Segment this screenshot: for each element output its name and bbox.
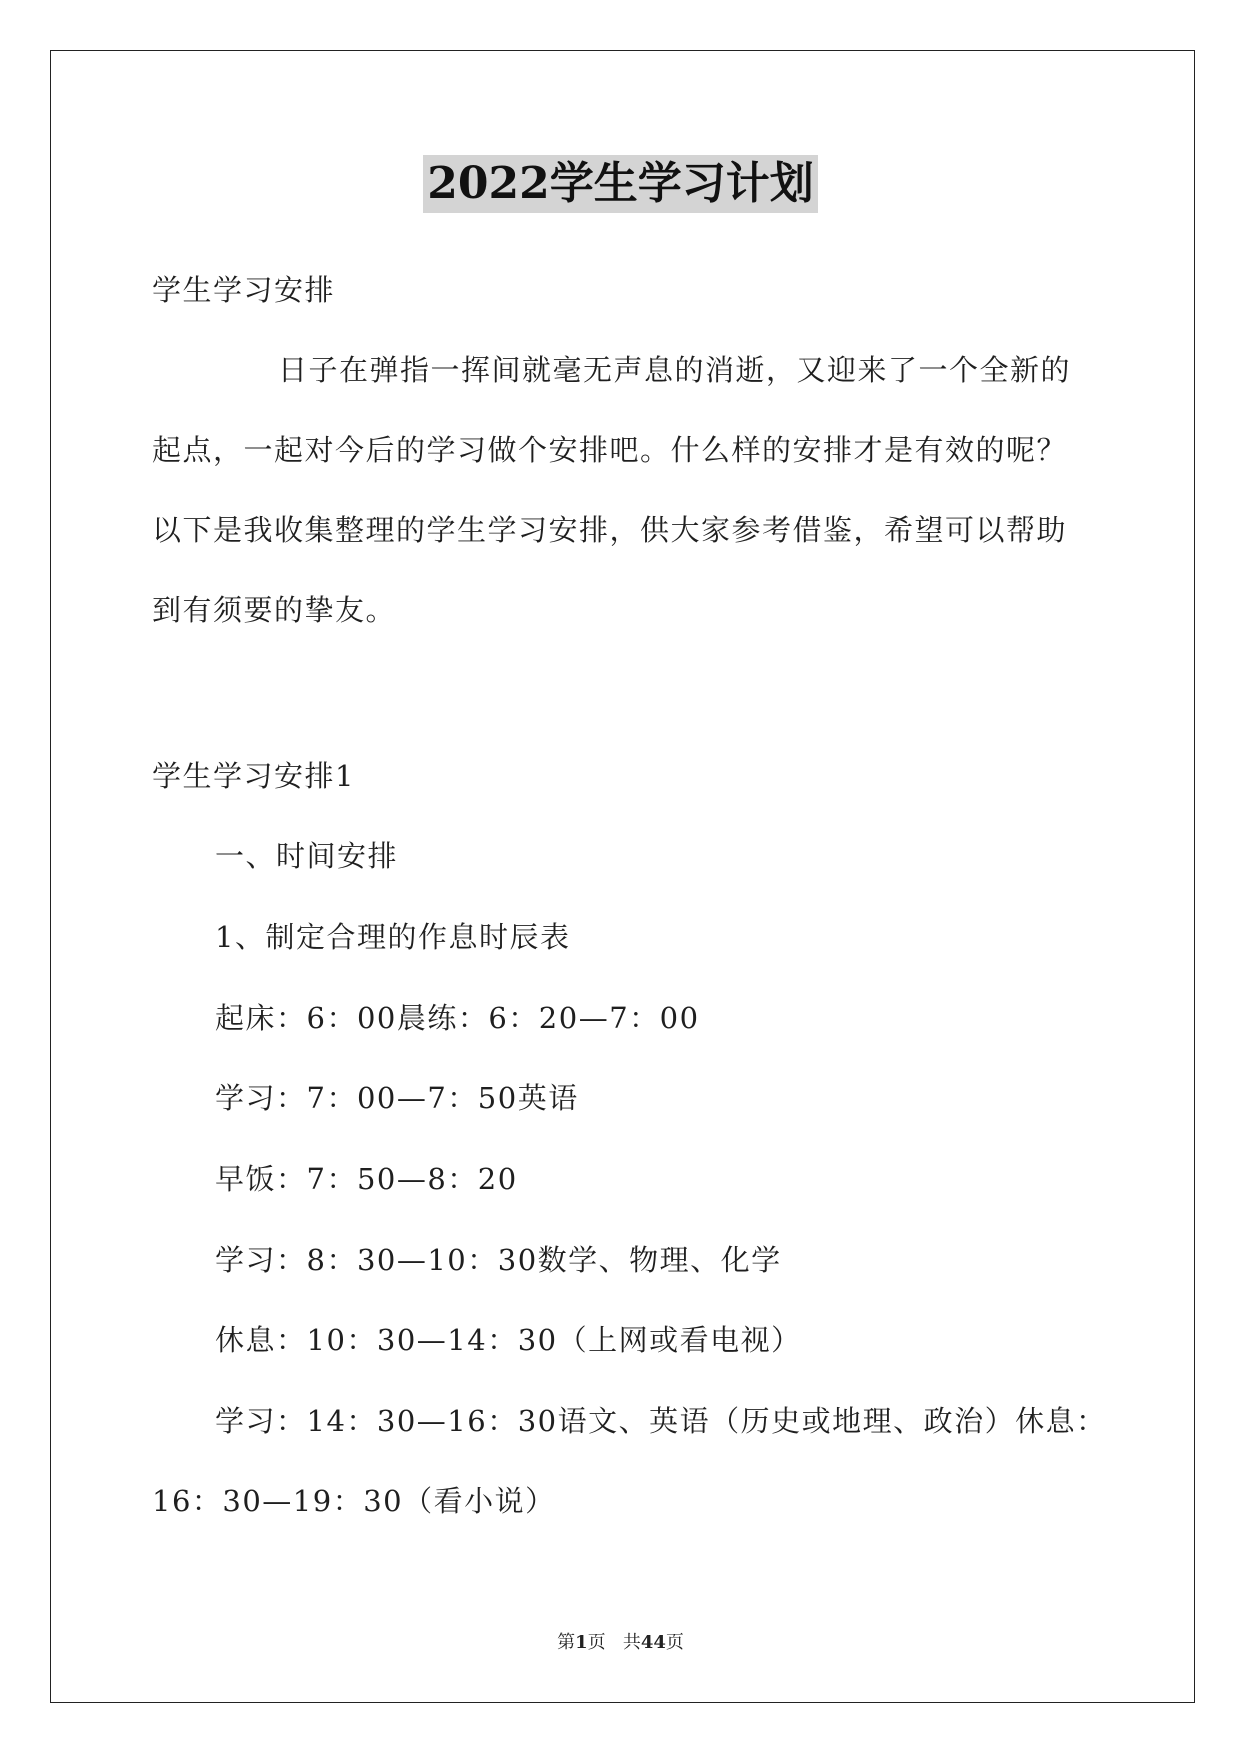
schedule-line: 休息：10：30—14：30（上网或看电视） bbox=[215, 1323, 802, 1357]
schedule-line: 16：30—19：30（看小说） bbox=[152, 1484, 556, 1518]
schedule-line: 学习：8：30—10：30数学、物理、化学 bbox=[215, 1243, 782, 1277]
schedule-line: 学习：14：30—16：30语文、英语（历史或地理、政治）休息： bbox=[215, 1404, 1107, 1438]
subsection-heading: 学生学习安排1 bbox=[152, 759, 355, 793]
footer-page-number: 1 bbox=[575, 1632, 588, 1653]
footer-page-unit: 页 bbox=[587, 1632, 606, 1653]
outline-heading: 一、时间安排 bbox=[215, 839, 399, 873]
paragraph-line: 起点，一起对今后的学习做个安排吧。什么样的安排才是有效的呢？ bbox=[152, 433, 1068, 467]
schedule-line: 早饭：7：50—8：20 bbox=[215, 1162, 518, 1196]
schedule-line: 学习：7：00—7：50英语 bbox=[215, 1081, 579, 1115]
footer-total-unit: 页 bbox=[665, 1632, 684, 1653]
list-item: 1、制定合理的作息时辰表 bbox=[215, 920, 571, 954]
footer-total-pages: 44 bbox=[640, 1632, 666, 1653]
footer-prefix: 第 bbox=[557, 1632, 576, 1653]
schedule-line: 起床：6：00晨练：6：20—7：00 bbox=[215, 1001, 700, 1035]
document-title: 2022学生学习计划 bbox=[423, 155, 817, 213]
paragraph-line: 日子在弹指一挥间就毫无声息的消逝，又迎来了一个全新的 bbox=[278, 353, 1072, 387]
section-heading: 学生学习安排 bbox=[152, 273, 336, 307]
paragraph-line: 以下是我收集整理的学生学习安排，供大家参考借鉴，希望可以帮助 bbox=[152, 513, 1068, 547]
page-footer bbox=[0, 1631, 1241, 1655]
paragraph-line: 到有须要的挚友。 bbox=[152, 593, 397, 627]
footer-total-prefix: 共 bbox=[622, 1632, 641, 1653]
title-wrap bbox=[0, 155, 1241, 213]
